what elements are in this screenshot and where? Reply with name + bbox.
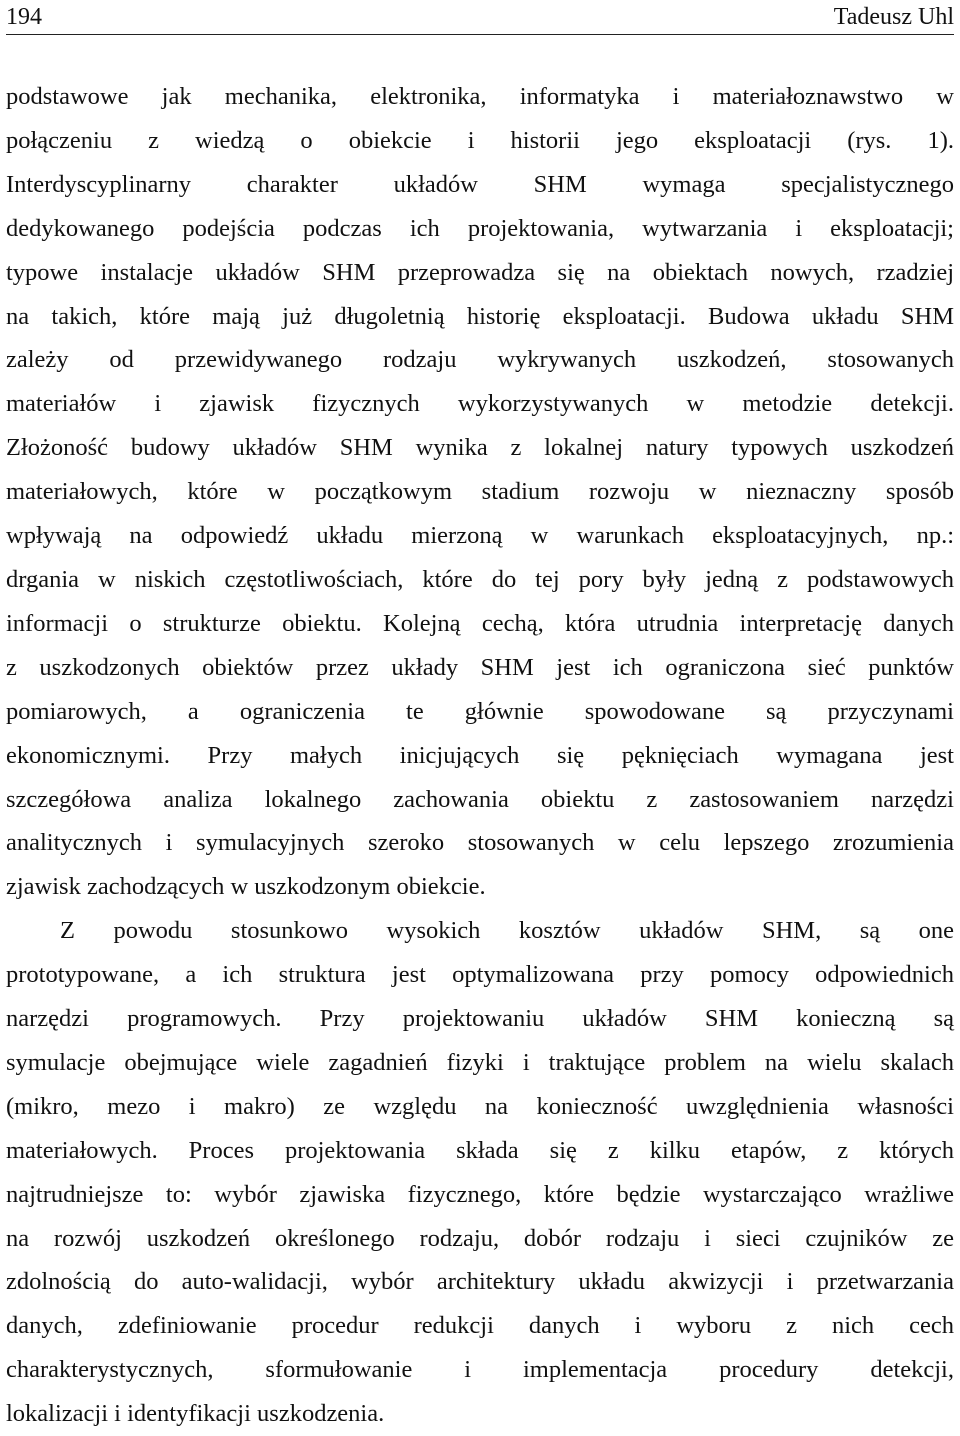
text-line: zależy od przewidywanego rodzaju wykrywanych uszkodzeń, stosowanych — [6, 346, 954, 374]
text-line: zjawisk zachodzących w uszkodzonym obiekcie. — [6, 873, 486, 901]
text-line: charakterystycznych, sformułowanie i implementacja procedury detekcji, — [6, 1356, 954, 1384]
text-line: prototypowane, a ich struktura jest optymalizowana przy pomocy odpowiednich — [6, 961, 954, 989]
text-line: z uszkodzonych obiektów przez układy SHM jest ich ograniczona sieć punktów — [6, 653, 954, 681]
paragraph-2 — [6, 909, 954, 1436]
text-line: Z powodu stosunkowo wysokich kosztów układów SHM, są one — [60, 917, 954, 945]
text-line: Złożoność budowy układów SHM wynika z lokalnej natury typowych uszkodzeń — [6, 434, 954, 462]
text-line: informacji o strukturze obiektu. Kolejną cechą, która utrudnia interpretację danych — [6, 609, 954, 637]
paragraph-1 — [6, 75, 954, 909]
text-line: najtrudniejsze to: wybór zjawiska fizycznego, które będzie wystarczająco wrażliwe — [6, 1180, 954, 1208]
text-line: materiałów i zjawisk fizycznych wykorzystywanych w metodzie detekcji. — [6, 390, 954, 418]
text-line: szczegółowa analiza lokalnego zachowania obiektu z zastosowaniem narzędzi — [6, 785, 954, 813]
running-title: Tadeusz Uhl — [833, 4, 954, 30]
text-line: pomiarowych, a ograniczenia te głównie spowodowane są przyczynami — [6, 697, 954, 725]
text-line: materiałowych, które w początkowym stadium rozwoju w nieznaczny sposób — [6, 478, 954, 506]
text-line: materiałowych. Proces projektowania składa się z kilku etapów, z których — [6, 1136, 954, 1164]
text-line: wpływają na odpowiedź układu mierzoną w warunkach eksploatacyjnych, np.: — [6, 522, 954, 550]
page-number: 194 — [6, 4, 42, 30]
text-line: (mikro, mezo i makro) ze względu na konieczność uwzględnienia własności — [6, 1092, 954, 1120]
text-line: symulacje obejmujące wiele zagadnień fizyki i traktujące problem na wielu skalach — [6, 1048, 954, 1076]
text-line: lokalizacji i identyfikacji uszkodzenia. — [6, 1400, 385, 1428]
text-line: podstawowe jak mechanika, elektronika, informatyka i materiałoznawstwo w — [6, 83, 954, 110]
text-line: typowe instalacje układów SHM przeprowadza się na obiektach nowych, rzadziej — [6, 258, 954, 286]
text-line: narzędzi programowych. Przy projektowaniu układów SHM konieczną są — [6, 1005, 954, 1033]
running-header — [6, 0, 954, 35]
text-line: dedykowanego podejścia podczas ich projektowania, wytwarzania i eksploatacji; — [6, 214, 954, 242]
text-line: analitycznych i symulacyjnych szeroko stosowanych w celu lepszego zrozumienia — [6, 829, 954, 857]
text-line: drgania w niskich częstotliwościach, które do tej pory były jedną z podstawowych — [6, 565, 954, 593]
text-line: zdolnością do auto-walidacji, wybór architektury układu akwizycji i przetwarzania — [6, 1268, 954, 1296]
body-text — [6, 75, 954, 1436]
text-line: Interdyscyplinarny charakter układów SHM wymaga specjalistycznego — [6, 170, 954, 198]
text-line: połączeniu z wiedzą o obiekcie i historii jego eksploatacji (rys. 1). — [6, 126, 954, 154]
text-line: na rozwój uszkodzeń określonego rodzaju, dobór rodzaju i sieci czujników ze — [6, 1224, 954, 1252]
text-line: na takich, które mają już długoletnią historię eksploatacji. Budowa układu SHM — [6, 302, 954, 330]
text-line: danych, zdefiniowanie procedur redukcji danych i wyboru z nich cech — [6, 1312, 954, 1340]
text-line: ekonomicznymi. Przy małych inicjujących się pęknięciach wymagana jest — [6, 741, 954, 769]
